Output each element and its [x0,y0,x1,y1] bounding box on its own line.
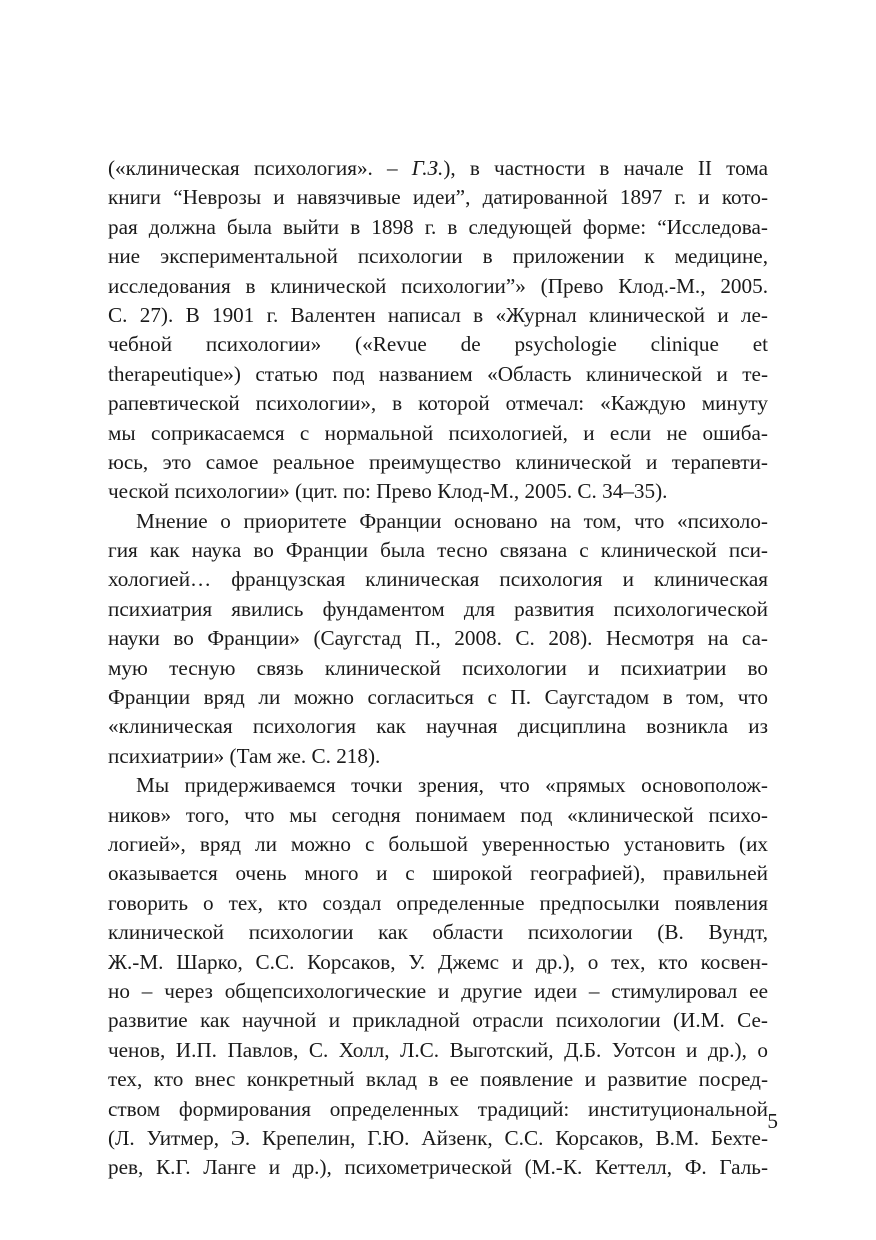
text-line: юсь, это самое реальное преимущество клинической и терапевти- [108,449,768,474]
text-line: («клиническая психология». – Г.З.), в частности в начале II тома [108,156,768,180]
text-line: Ж.-М. Шарко, С.С. Корсаков, У. Джемс и др.), о тех, кто косвен- [108,949,768,974]
text-line: рев, К.Г. Ланге и др.), психометрической (М.-К. Кеттелл, Ф. Галь- [108,1155,768,1180]
text-line: говорить о тех, кто создал определенные предпосылки появления [108,890,768,915]
text-line: ченов, И.П. Павлов, С. Холл, Л.С. Выготский, Д.Б. Уотсон и др.), о [108,1037,768,1062]
text-line: мую тесную связь клинической психологии и психиатрии во [108,655,768,680]
text-line: логией», вряд ли можно с большой уверенностью установить (их [108,831,768,856]
text-line: С. 27). В 1901 г. Валентен написал в «Журнал клинической и ле- [108,302,768,327]
text-line: чебной психологии» («Revue de psychologie clinique et [108,332,768,357]
text-line: Франции вряд ли можно согласиться с П. Саугстадом в том, что [108,685,768,710]
text-line: рая должна была выйти в 1898 г. в следующей форме: “Исследова- [108,214,768,239]
text-line: оказывается очень много и с широкой географией), правильней [108,861,768,886]
text-line: науки во Франции» (Саугстад П., 2008. С. 208). Несмотря на са- [108,626,768,651]
text-line: ние экспериментальной психологии в приложении к медицине, [108,244,768,269]
text-line: (Л. Уитмер, Э. Крепелин, Г.Ю. Айзенк, С.С. Корсаков, В.М. Бехте- [108,1125,768,1150]
text-line: развитие как научной и прикладной отрасли психологии (И.М. Се- [108,1008,768,1033]
page-number: 5 [767,1109,778,1133]
author-initials: Г.З. [411,156,444,180]
text-line: Мнение о приоритете Франции основано на том, что «психоло- [136,508,768,533]
text-line: гия как наука во Франции была тесно связана с клинической пси- [108,538,768,563]
text-line: исследования в клинической психологии”» (Прево Клод.-М., 2005. [108,273,768,298]
page-text [108,154,768,1183]
text-line: «клиническая психология как научная дисциплина возникла из [108,714,768,739]
text-line: психиатрия явились фундаментом для развития психологической [108,596,768,621]
text-line: тех, кто внес конкретный вклад в ее появление и развитие посред- [108,1067,768,1092]
paragraph-2 [108,507,768,772]
text-line: но – через общепсихологические и другие идеи – стимулировал ее [108,978,768,1003]
text-line: ников» того, что мы сегодня понимаем под «клинической психо- [108,802,768,827]
text-line: хологией… французская клиническая психология и клиническая [108,567,768,592]
text-line: книги “Неврозы и навязчивые идеи”, датированной 1897 г. и кото- [108,185,768,210]
text-line: психиатрии» (Там же. С. 218). [108,743,381,768]
text-line: рапевтической психологии», в которой отмечал: «Каждую минуту [108,391,768,416]
text-line: ческой психологии» (цит. по: Прево Клод-М., 2005. С. 34–35). [108,479,668,504]
text-line: ством формирования определенных традиций: институциональной [108,1096,768,1121]
text-line: мы соприкасаемся с нормальной психологией, и если не ошиба- [108,420,768,445]
text-line: therapeutique») статью под названием «Область клинической и те- [108,361,768,386]
text-line: Мы придерживаемся точки зрения, что «прямых основополож- [136,773,768,798]
paragraph-3 [108,771,768,1182]
text-line: клинической психологии как области психологии (В. Вундт, [108,920,768,945]
paragraph-1 [108,154,768,507]
